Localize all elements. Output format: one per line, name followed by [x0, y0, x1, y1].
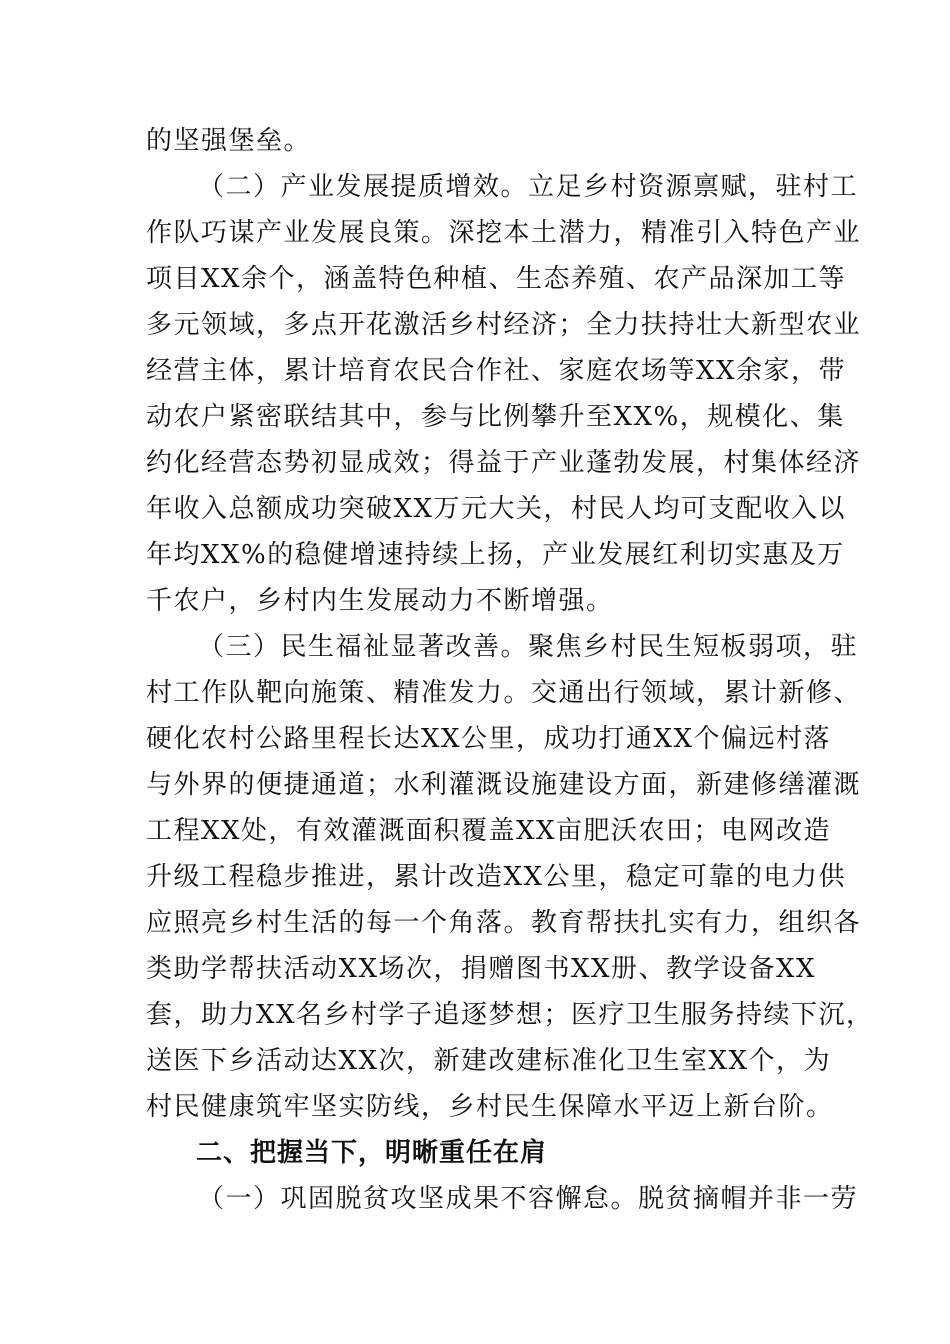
- text-line: 套，助力XX名乡村学子追逐梦想；医疗卫生服务持续下沉，: [146, 1000, 874, 1030]
- text-line: 年均XX%的稳健增速持续上扬，产业发展红利切实惠及万: [146, 540, 845, 570]
- text-line: 与外界的便捷通道；水利灌溉设施建设方面，新建修缮灌溉: [146, 770, 862, 800]
- text-line: 的坚强堡垒。: [146, 126, 312, 156]
- text-line: 村民健康筑牢坚实防线，乡村民生保障水平迈上新台阶。: [146, 1092, 834, 1122]
- text-line: 动农户紧密联结其中，参与比例攀升至XX%，规模化、集: [146, 402, 845, 432]
- text-line: 作队巧谋产业发展良策。深挖本土潜力，精准引入特色产业: [146, 218, 862, 248]
- text-line: 类助学帮扶活动XX场次，捐赠图书XX册、教学设备XX: [146, 954, 817, 984]
- text-line: 多元领域，多点开花激活乡村经济；全力扶持壮大新型农业: [146, 310, 862, 340]
- text-line: 项目XX余个，涵盖特色种植、生态养殖、农产品深加工等: [146, 264, 847, 294]
- text-line: 经营主体，累计培育农民合作社、家庭农场等XX余家，带: [146, 356, 847, 386]
- text-line: 村工作队靶向施策、精准发力。交通出行领域，累计新修、: [146, 678, 862, 708]
- text-line: 硬化农村公路里程长达XX公里，成功打通XX个偏远村落: [146, 724, 832, 754]
- text-line: 送医下乡活动达XX次，新建改建标准化卫生室XX个，为: [146, 1046, 832, 1076]
- text-line: 升级工程稳步推进，累计改造XX公里，稳定可靠的电力供: [146, 862, 847, 892]
- subsection-heading-line: （一）巩固脱贫攻坚成果不容懈怠。脱贫摘帽并非一劳: [198, 1184, 859, 1214]
- text-line: 千农户，乡村内生发展动力不断增强。: [146, 586, 614, 616]
- subsection-heading-line: （三）民生福祉显著改善。聚焦乡村民生短板弱项，驻: [198, 632, 859, 662]
- subsection-heading-line: （二）产业发展提质增效。立足乡村资源禀赋，驻村工: [198, 172, 859, 202]
- text-line: 应照亮乡村生活的每一个角落。教育帮扶扎实有力，组织各: [146, 908, 862, 938]
- text-line: 工程XX处，有效灌溉面积覆盖XX亩肥沃农田；电网改造: [146, 816, 832, 846]
- text-line: 约化经营态势初显成效；得益于产业蓬勃发展，村集体经济: [146, 448, 862, 478]
- section-heading: 二、把握当下，明晰重任在肩: [196, 1138, 548, 1168]
- text-line: 年收入总额成功突破XX万元大关，村民人均可支配收入以: [146, 494, 847, 524]
